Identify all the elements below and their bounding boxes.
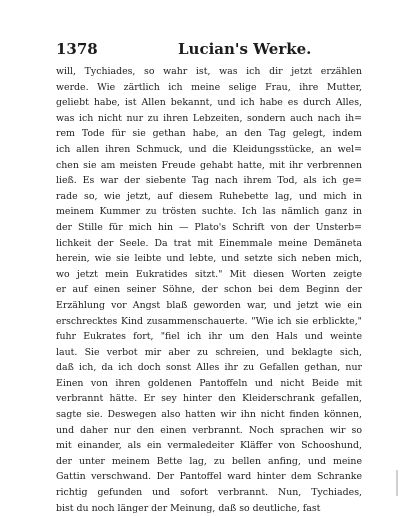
text-line: bist du noch länger der Meinung, daß so deutliche, fast	[56, 502, 321, 514]
text-line: sagte sie. Deswegen also hatten wir ihn nicht finden können,	[56, 409, 362, 421]
text-line: chen sie am meisten Freude gehabt hatte, mit ihr verbrennen	[56, 159, 362, 171]
text-line: der Stille für mich hin — Plato's Schrift von der Unsterb=	[56, 221, 362, 233]
text-line: ich allen ihren Schmuck, und die Kleidungsstücke, an wel=	[56, 143, 362, 155]
text-line: was ich nicht nur zu ihren Lebzeiten, sondern auch nach ih=	[56, 112, 362, 124]
body-text	[56, 64, 362, 516]
text-line: er auf einen seiner Söhne, der schon bei dem Beginn der	[56, 284, 362, 296]
text-line: Gattin verschwand. Der Pantoffel ward hinter dem Schranke	[56, 471, 362, 483]
text-line: und daher nur den einen verbrannt. Noch sprachen wir so	[56, 424, 362, 436]
text-line: meinem Kummer zu trösten suchte. Ich las nämlich ganz in	[56, 206, 362, 218]
text-line: mit einander, als ein vermaledeiter Kläffer von Schooshund,	[56, 440, 362, 452]
text-line: richtig gefunden und sofort verbrannt. Nun, Tychiades,	[56, 487, 362, 499]
text-line: verbrannt hätte. Er sey hinter den Kleiderschrank gefallen,	[56, 393, 362, 405]
text-line: rem Tode für sie gethan habe, an den Tag gelegt, indem	[56, 128, 362, 140]
text-line: wo jetzt mein Eukratides sitzt." Mit diesen Worten zeigte	[56, 268, 362, 280]
text-line: ließ. Es war der siebente Tag nach ihrem Tod, als ich ge=	[56, 175, 362, 187]
text-line: geliebt habe, ist Allen bekannt, und ich habe es durch Alles,	[56, 97, 362, 109]
page-header	[56, 40, 366, 60]
text-line: lichkeit der Seele. Da trat mit Einemmale meine Demäneta	[56, 237, 362, 249]
text-line: laut. Sie verbot mir aber zu schreien, und beklagte sich,	[56, 346, 362, 358]
running-title: Lucian's Werke.	[178, 40, 312, 58]
text-line: erschrecktes Kind zusammenschauerte. "Wie ich sie erblickte,"	[56, 315, 362, 327]
text-line: werde. Wie zärtlich ich meine selige Frau, ihre Mutter,	[56, 81, 362, 93]
text-line: daß ich, da ich doch sonst Alles ihr zu Gefallen gethan, nur	[56, 362, 362, 374]
scan-edge-mark	[396, 470, 398, 496]
text-line: der unter meinem Bette lag, zu bellen anfing, und meine	[56, 455, 362, 467]
text-line: Einen von ihren goldenen Pantoffeln und nicht Beide mit	[56, 377, 362, 389]
text-line: rade so, wie jetzt, auf diesem Ruhebette lag, und mich in	[56, 190, 362, 202]
text-line: will, Tychiades, so wahr ist, was ich dir jetzt erzählen	[56, 66, 362, 77]
text-line: herein, wie sie leibte und lebte, und setzte sich neben mich,	[56, 253, 362, 265]
text-line: fuhr Eukrates fort, "fiel ich ihr um den Hals und weinte	[56, 331, 362, 343]
text-line: Erzählung vor Angst blaß geworden war, und jetzt wie ein	[56, 299, 362, 311]
page-number: 1378	[56, 40, 98, 58]
